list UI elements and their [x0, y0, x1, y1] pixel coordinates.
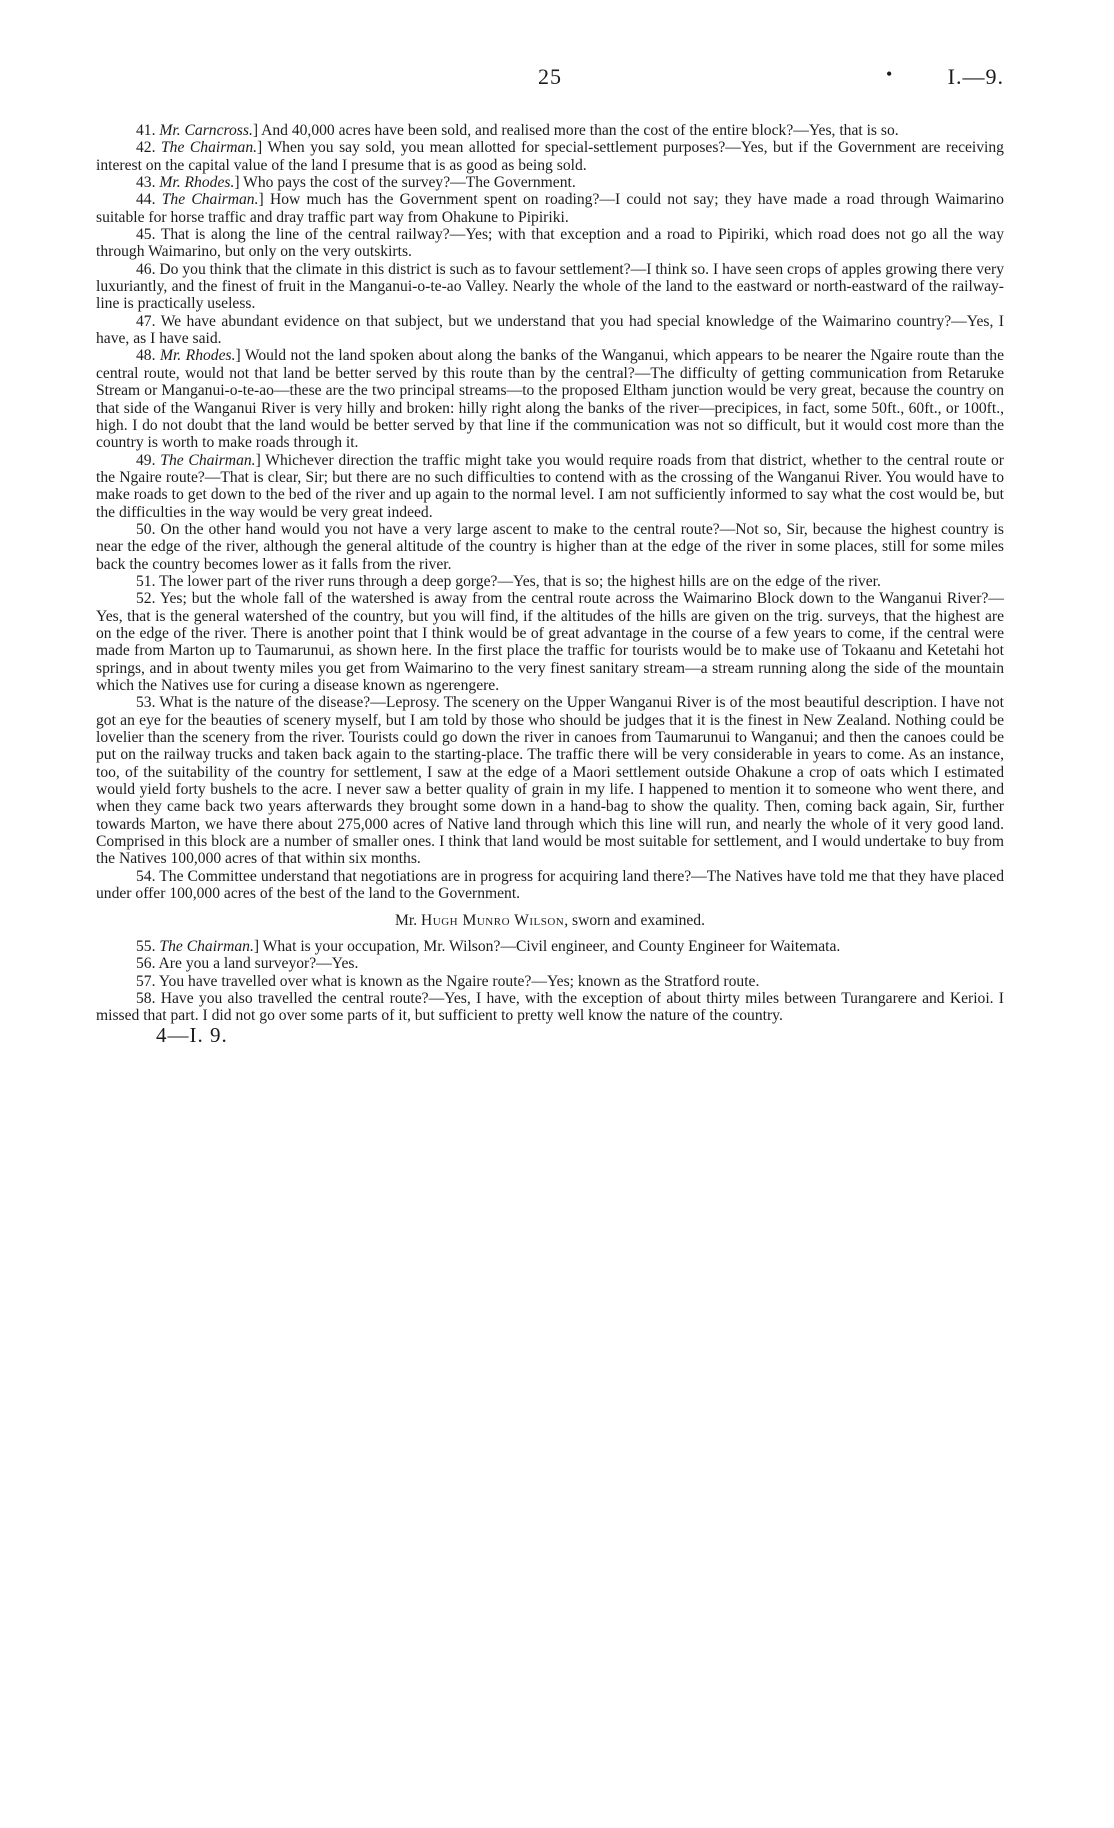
question-paragraph [96, 955, 1004, 972]
question-paragraph [96, 694, 1004, 867]
question-number: 52. [136, 590, 156, 608]
question-paragraph [96, 174, 1004, 191]
question-text: We have abundant evidence on that subject, but we understand that you had special knowledge of the Waimarino country?—Yes, I have, as I have said. [96, 312, 1004, 348]
question-paragraph [96, 191, 1004, 226]
question-paragraph [96, 261, 1004, 313]
question-paragraph [96, 521, 1004, 573]
question-paragraph [96, 313, 1004, 348]
witness-prefix: Mr. [395, 912, 421, 930]
question-text: The lower part of the river runs through a deep gorge?—Yes, that is so; the highest hills are on the edge of the river. [159, 572, 881, 590]
signature-mark: 4—I. 9. [156, 1022, 228, 1047]
question-number: 56. [136, 955, 156, 973]
question-paragraph [96, 226, 1004, 261]
question-text: Have you also travelled the central route?—Yes, I have, with the exception of about thirty miles between Turangarere and Kerioi. I missed that part. I did not go over some parts of it, but sufficient to pretty well know the nature of the country. [96, 989, 1004, 1025]
speaker-name: Mr. Carncross. [159, 122, 253, 139]
question-text: That is along the line of the central railway?—Yes; with that exception and a road to Pipiriki, which road does not go all the way through Waimarino, but only on the very outskirts. [96, 226, 1004, 261]
question-paragraph [96, 122, 1004, 139]
question-number: 46. [136, 260, 156, 278]
evidence-body [96, 122, 1004, 1047]
question-text: ] Would not the land spoken about along the banks of the Wanganui, which appears to be nearer the Ngaire route than the central route, would not that land be better served by this route than by the central?—The difficulty of getting communication from Retaruke Stream or Manganui-o-te-ao—these are the two principal streams—to the proposed Eltham junction would be very great, because the country on that side of the Wanganui River is very hilly and broken: hilly right along the banks of the river—precipices, in fact, some 50ft., 60ft., or 100ft., high. I do not doubt that the land would be better served by that line if the communication was not so difficult, but it would cost more than the country is worth to make roads through it. [96, 347, 1004, 452]
speaker-name: Mr. Rhodes. [159, 347, 236, 365]
question-number: 47. [136, 312, 156, 330]
question-paragraph [96, 990, 1004, 1025]
question-text: Yes; but the whole fall of the watershed is away from the central route across the Waimarino Block down to the Wanganui River?—Yes, that is the general watershed of the country, but you will find, if the altitudes of the hills are given on the trig. surveys, that the highest are on the edge of the river. There is another point that I think would be of great advantage in the course of a few years to come, if the central were made from Marton up to Taumarunui, as shown here. In the first place the traffic for tourists would be to make use of Tokaanu and Ketetahi hot springs, and in about twenty miles you get from Waimarino to the very finest sanitary stream—a stream running along the side of the mountain which the Natives use for curing a disease known as ngerengere. [96, 590, 1004, 694]
question-number: 51. [136, 572, 156, 590]
header-dot: • [886, 64, 893, 84]
question-number: 54. [136, 867, 156, 885]
paper-reference: I.—9. [947, 64, 1004, 89]
question-text: ] How much has the Government spent on roading?—I could not say; they have made a road through Waimarino suitable for horse traffic and dray traffic part way from Ohakune to Pipiriki. [96, 191, 1004, 226]
page-number: 25 [538, 64, 562, 89]
speaker-name: The Chairman. [159, 937, 254, 955]
question-number: 43. [136, 174, 156, 192]
question-number: 58. [136, 989, 156, 1007]
question-text: ] Whichever direction the traffic might take you would require roads from that district, whether to the central route or the Ngaire route?—That is clear, Sir; but there are no such difficulties to contend with as the crossing of the Wanganui River. You would have to make roads to get down to the bed of the river and up again to the normal level. I am not sufficiently informed to say what the cost would be, but the difficulties in the way would be very great indeed. [96, 451, 1004, 521]
speaker-name: Mr. Rhodes. [159, 174, 235, 192]
question-text: What is the nature of the disease?—Leprosy. The scenery on the Upper Wanganui River is of the most beautiful description. I have not got an eye for the beauties of scenery myself, but I am told by those who should be judges that it is the finest in New Zealand. Nothing could be lovelier than the scenery from the river. Tourists could go down the river in canoes from Taumarunui to Wanganui; and then the canoes could be put on the railway trucks and taken back again to the starting-place. The traffic there will be very considerable in years to come. As an instance, too, of the suitability of the country for settlement, I saw at the edge of a Maori settlement outside Ohakune a crop of oats which I estimated would yield forty bushels to the acre. I never saw a better quality of grain in my life. I happened to mention it to someone who went there, and when they came back two years afterwards they brought some down in a hand-bag to show the quality. Then, coming back again, Sir, further towards Marton, we have there about 275,000 acres of Native land through which this line will run, and nearly the whole of it very good land. Comprised in this block are a number of smaller ones. I think that land would be most suitable for settlement, and I would undertake to buy from the Natives 100,000 acres of that within six months. [96, 694, 1004, 868]
witness-heading [96, 912, 1004, 929]
question-paragraph [96, 347, 1004, 451]
speaker-name: The Chairman. [161, 139, 258, 157]
question-paragraph [96, 973, 1004, 990]
question-paragraph [96, 938, 1004, 955]
evidence-section-2 [96, 938, 1004, 1025]
question-paragraph [96, 573, 1004, 590]
speaker-name: The Chairman. [160, 451, 256, 469]
question-paragraph [96, 590, 1004, 694]
question-number: 42. [136, 139, 156, 157]
question-text: ] When you say sold, you mean allotted for special-settlement purposes?—Yes, but if the Government are receiving interest on the capital value of the land I presume that is as good as being sold. [96, 139, 1004, 174]
question-number: 50. [136, 520, 156, 538]
question-text: On the other hand would you not have a very large ascent to make to the central route?—Not so, Sir, because the highest country is near the edge of the river, although the general altitude of the country is higher than at the edge of the river in some places, still for some miles back the country becomes lower as it falls from the river. [96, 520, 1004, 573]
question-text: The Committee understand that negotiations are in progress for acquiring land there?—The Natives have told me that they have placed under offer 100,000 acres of the best of the land to the Government. [96, 867, 1004, 903]
question-number: 48. [136, 347, 156, 365]
question-text: You have travelled over what is known as the Ngaire route?—Yes; known as the Stratford route. [158, 972, 760, 990]
speaker-name: The Chairman. [161, 191, 259, 209]
question-paragraph [96, 139, 1004, 174]
question-number: 55. [136, 937, 156, 955]
witness-suffix: , sworn and examined. [564, 912, 705, 930]
question-number: 49. [136, 451, 156, 469]
evidence-section-1 [96, 122, 1004, 902]
question-number: 44. [136, 191, 156, 209]
page-header [96, 64, 1004, 98]
question-number: 57. [136, 972, 156, 990]
question-number: 45. [136, 226, 156, 244]
question-text: Do you think that the climate in this district is such as to favour settlement?—I think so. I have seen crops of apples growing there very luxuriantly, and the finest of fruit in the Manganui-o-te-ao Valley. Nearly the whole of the land to the eastward or north-eastward of the railway-line is practically useless. [96, 260, 1004, 313]
question-text: ] Who pays the cost of the survey?—The Government. [234, 174, 576, 192]
question-number: 41. [136, 122, 156, 139]
question-text: Are you a land surveyor?—Yes. [158, 955, 359, 973]
question-number: 53. [136, 694, 156, 712]
question-text: ] And 40,000 acres have been sold, and realised more than the cost of the entire block?—Yes, that is so. [252, 122, 899, 139]
witness-name: Hugh Munro Wilson [421, 912, 565, 930]
question-paragraph [96, 452, 1004, 521]
question-paragraph [96, 868, 1004, 903]
question-text: ] What is your occupation, Mr. Wilson?—Civil engineer, and County Engineer for Waitemata. [253, 937, 841, 955]
